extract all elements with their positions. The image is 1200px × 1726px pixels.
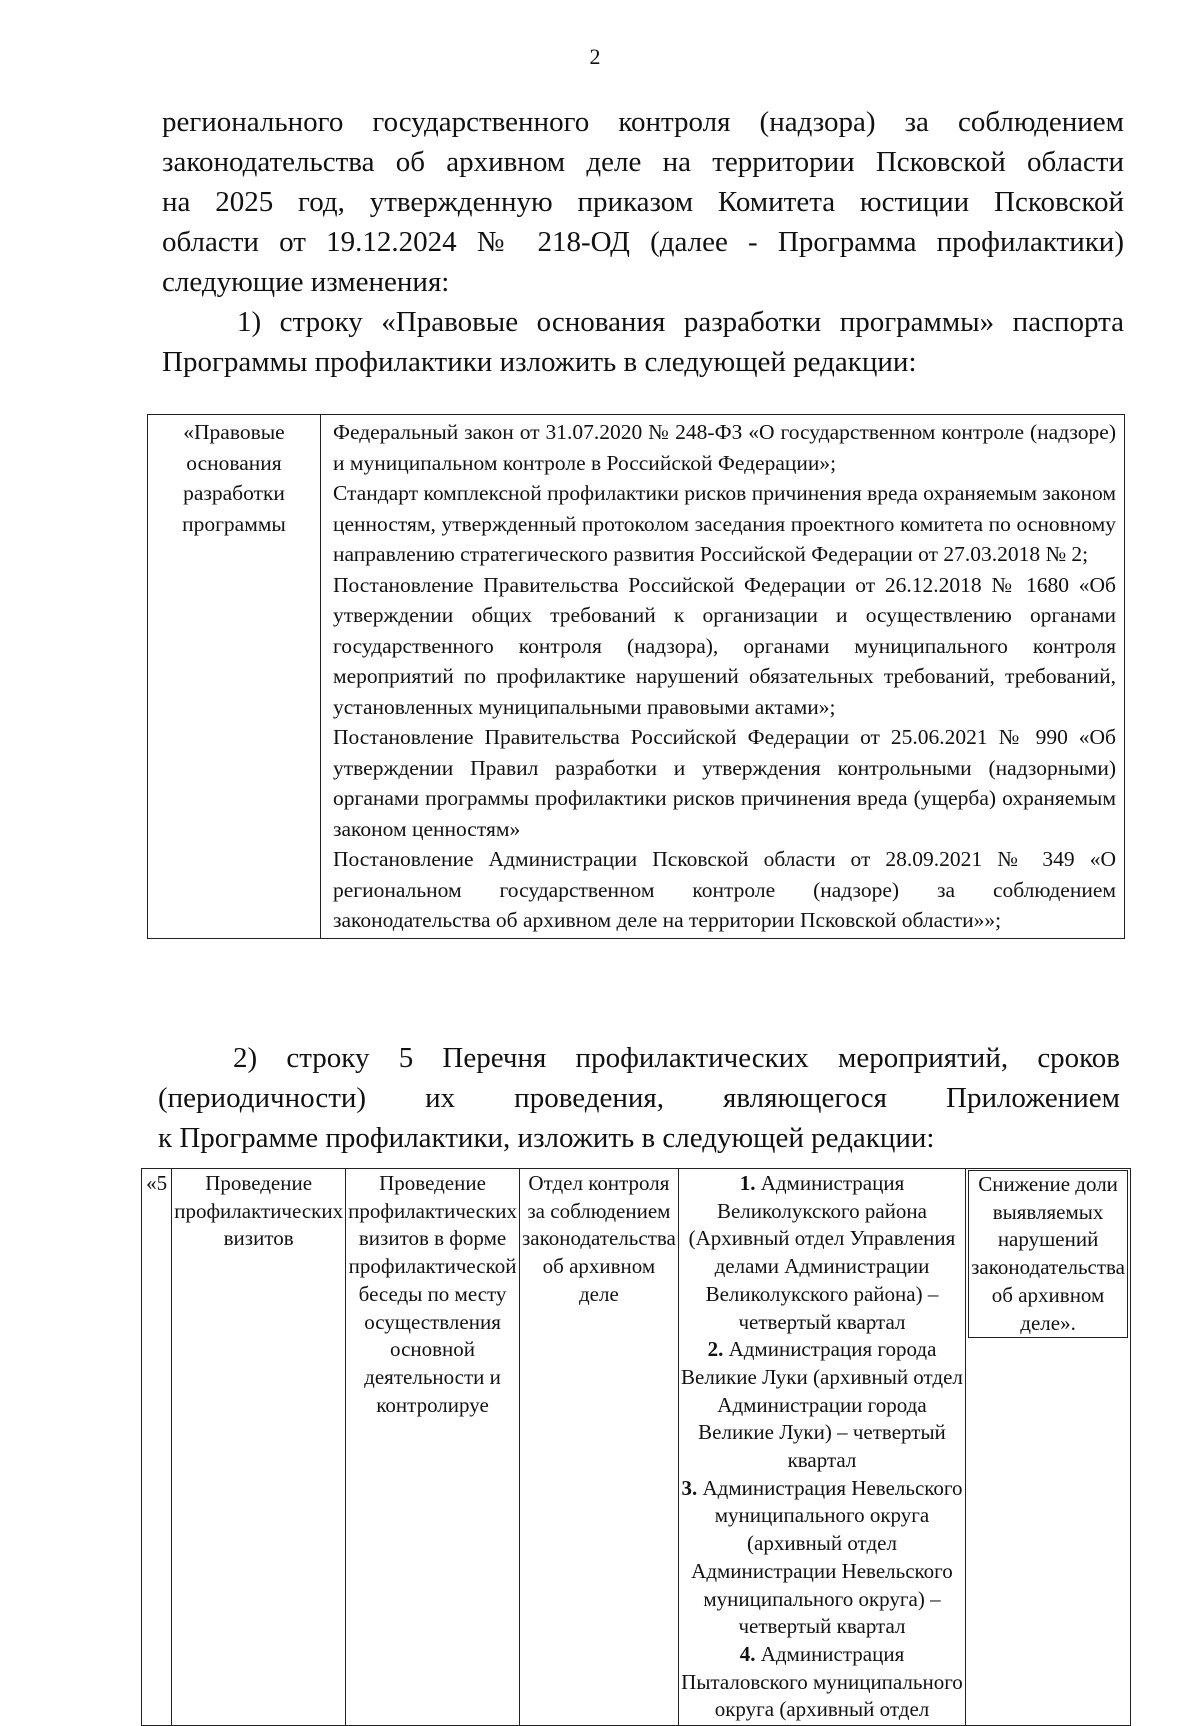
intro-line: области от 19.12.2024 № 218-ОД (далее - Программа профилактики): [162, 226, 1124, 258]
item1-line: Программы профилактики изложить в следующей редакции:: [162, 346, 917, 378]
item2-paragraph: [158, 1038, 1120, 1158]
page-number: 2: [589, 44, 601, 69]
legal-act: Постановление Правительства Российской Федерации от 26.12.2018 № 1680 «Об утверждении общих требований к организации и осуществлению органами государственного контроля (надзора), органами муниципального контроля мероприятий по профилактике нарушений обязательных требований, требований, установленных муниципальными правовыми актами»;: [333, 572, 1116, 719]
intro-paragraph: [162, 102, 1124, 382]
legal-basis-label: «Правовые основания разработки программы: [148, 415, 321, 939]
schedule-item: 3. Администрация Невельского муниципального округа (архивный отдел Администрации Невельского муниципального округа) – четвертый квартал: [681, 1475, 963, 1639]
legal-act: Постановление Правительства Российской Федерации от 25.06.2021 № 990 «Об утверждении Правил разработки и утверждения контрольными (надзорными) органами программы профилактики рисков причинения вреда (ущерба) охраняемым законом ценностям»: [333, 725, 1116, 841]
schedule-cell: [678, 1169, 965, 1726]
schedule-item: 2. Администрация города Великие Луки (архивный отдел Администрации города Великие Луки) – четвертый квартал: [681, 1337, 963, 1473]
expected-result-cell: [966, 1169, 1131, 1726]
measures-table: [141, 1168, 1131, 1726]
table-row: [142, 1169, 1131, 1726]
legal-act: Постановление Администрации Псковской области от 28.09.2021 № 349 «О региональном государственном контроле (надзоре) за соблюдением законодательства об архивном деле на территории Псковской области»»;: [333, 847, 1116, 932]
legal-act: Федеральный закон от 31.07.2020 № 248-ФЗ «О государственном контроле (надзоре) и муниципальном контроле в Российской Федерации»;: [333, 420, 1116, 475]
legal-basis-table: [147, 414, 1125, 939]
item2-line: (периодичности) их проведения, являющегося Приложением: [158, 1082, 1120, 1114]
intro-line: законодательства об архивном деле на территории Псковской области: [162, 146, 1124, 178]
table-row: [148, 415, 1125, 939]
item2-line: 2) строку 5 Перечня профилактических мероприятий, сроков: [233, 1042, 1120, 1074]
intro-line: на 2025 год, утвержденную приказом Комитета юстиции Псковской: [162, 186, 1124, 218]
schedule-item: 4. Администрация Пыталовского муниципального округа (архивный отдел: [681, 1641, 963, 1722]
item1-line: 1) строку «Правовые основания разработки программы» паспорта: [237, 306, 1124, 338]
expected-result-text: Снижение доли выявляемых нарушений законодательства об архивном деле».: [968, 1170, 1128, 1338]
schedule-item: 1. Администрация Великолукского района (Архивный отдел Управления делами Администрации Великолукского района) – четвертый квартал: [688, 1171, 956, 1334]
department-cell: Отдел контроля за соблюдением законодательства об архивном деле: [519, 1169, 678, 1726]
legal-basis-content: [321, 415, 1125, 939]
row-number-cell: «5: [142, 1169, 172, 1726]
legal-act: Стандарт комплексной профилактики рисков причинения вреда охраняемым законом ценностям, утвержденный протоколом заседания проектного комитета по основному направлению стратегического развития Российской Федерации от 27.03.2018 № 2;: [333, 481, 1116, 566]
measure-name-cell: Проведение профилактических визитов: [172, 1169, 346, 1726]
intro-line: следующие изменения:: [162, 266, 450, 298]
item2-line: к Программе профилактики, изложить в следующей редакции:: [158, 1122, 935, 1154]
measure-form-cell: Проведение профилактических визитов в форме профилактической беседы по месту осуществления основной деятельности и контролируе: [346, 1169, 520, 1726]
intro-line: регионального государственного контроля (надзора) за соблюдением: [162, 106, 1124, 138]
